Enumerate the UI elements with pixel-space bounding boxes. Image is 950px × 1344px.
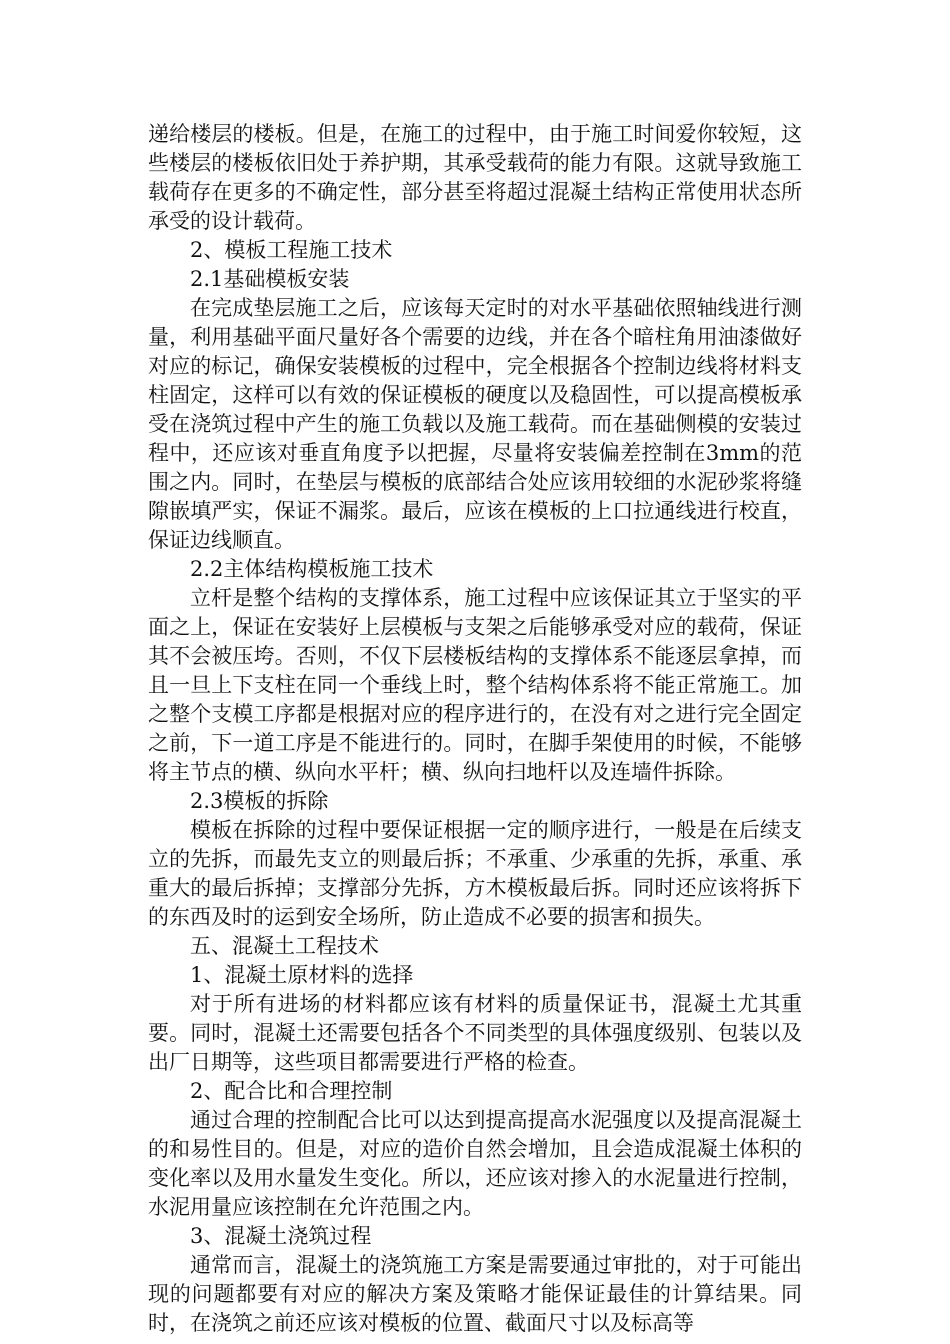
heading-raw-materials: 1、混凝土原材料的选择 <box>190 963 414 987</box>
heading-formwork-removal: 2.3模板的拆除 <box>190 789 329 813</box>
heading-pouring-process: 3、混凝土浇筑过程 <box>190 1224 372 1248</box>
paragraph-main-structure-formwork: 立杆是整个结构的支撑体系，施工过程中应该保证其立于坚实的平面之上，保证在安装好上层模板与支架之后能够承受对应的载荷，保证其不会被压垮。否则，不仅下层楼板结构的支撑体系不能逐层拿掉，而且一旦上下支柱在同一个垂线上时，整个结构体系将不能正常施工。加之整个支模工序都是根据对应的程序进行的，在没有对之进行完全固定之前，下一道工序是不能进行的。同时，在脚手架使用的时候，不能够将主节点的横、纵向水平杆；横、纵向扫地杆以及连墙件拆除。 <box>148 586 802 784</box>
paragraph-formwork-removal: 模板在拆除的过程中要保证根据一定的顺序进行，一般是在后续支立的先拆，而最先支立的则最后拆；不承重、少承重的先拆，承重、承重大的最后拆掉；支撑部分先拆，方木模板最后拆。同时还应该将拆下的东西及时的运到安全场所，防止造成不必要的损害和损失。 <box>148 818 802 929</box>
paragraph-foundation-formwork: 在完成垫层施工之后，应该每天定时的对水平基础依照轴线进行测量，利用基础平面尺量好各个需要的边线，并在各个暗柱角用油漆做好对应的标记，确保安装模板的过程中，完全根据各个控制边线将材料支柱固定，这样可以有效的保证模板的硬度以及稳固性，可以提高模板承受在浇筑过程中产生的施工负载以及施工载荷。而在基础侧模的安装过程中，还应该对垂直角度予以把握，尽量将安装偏差控制在3mm的范围之内。同时，在垫层与模板的底部结合处应该用较细的水泥砂浆将缝隙嵌填严实，保证不漏浆。最后，应该在模板的上口拉通线进行校直，保证边线顺直。 <box>148 296 802 552</box>
heading-mix-ratio: 2、配合比和合理控制 <box>190 1079 393 1103</box>
paragraph-pouring-process: 通常而言，混凝土的浇筑施工方案是需要通过审批的，对于可能出现的问题都要有对应的解决方案及策略才能保证最佳的计算结果。同时，在浇筑之前还应该对模板的位置、截面尺寸以及标高等 <box>148 1253 802 1335</box>
paragraph-raw-materials: 对于所有进场的材料都应该有材料的质量保证书，混凝土尤其重要。同时，混凝土还需要包括各个不同类型的具体强度级别、包装以及出厂日期等，这些项目都需要进行严格的检查。 <box>148 992 802 1074</box>
heading-foundation-formwork: 2.1基础模板安装 <box>190 267 350 291</box>
heading-formwork-technology: 2、模板工程施工技术 <box>190 238 393 262</box>
heading-concrete-technology: 五、混凝土工程技术 <box>190 934 379 958</box>
paragraph-continuation: 递给楼层的楼板。但是，在施工的过程中，由于施工时间爱你较短，这些楼层的楼板依旧处于养护期，其承受载荷的能力有限。这就导致施工载荷存在更多的不确定性，部分甚至将超过混凝土结构正常使用状态所承受的设计载荷。 <box>148 122 802 233</box>
heading-main-structure-formwork: 2.2主体结构模板施工技术 <box>190 557 434 581</box>
paragraph-mix-ratio: 通过合理的控制配合比可以达到提高提高水泥强度以及提高混凝土的和易性目的。但是，对应的造价自然会增加，且会造成混凝土体积的变化率以及用水量发生变化。所以，还应该对掺入的水泥量进行控制，水泥用量应该控制在允许范围之内。 <box>148 1108 802 1219</box>
document-page <box>148 120 802 1338</box>
